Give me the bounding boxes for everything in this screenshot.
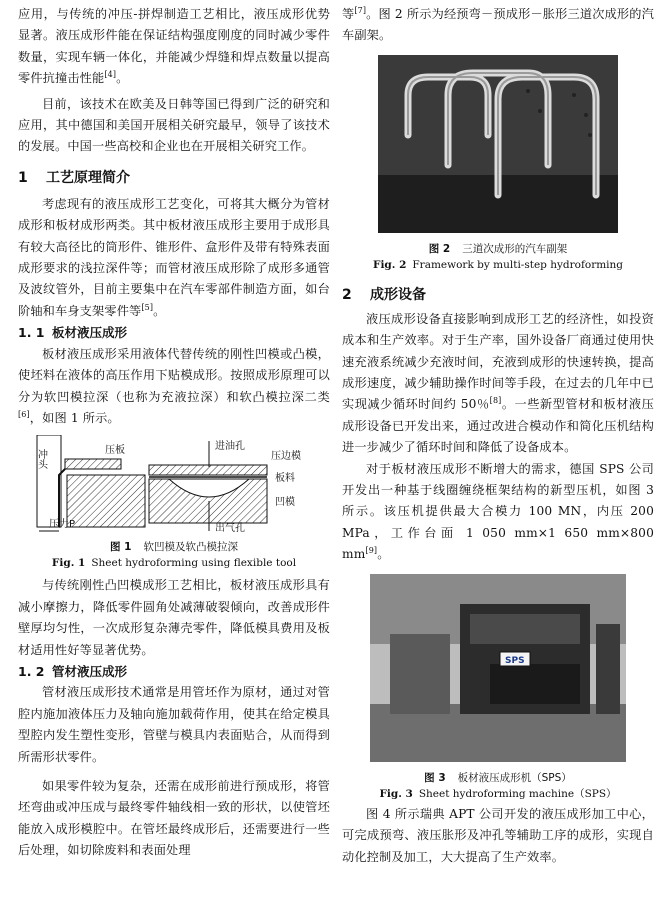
section-heading: 1 工艺原理简介 bbox=[18, 169, 130, 186]
citation: [8] bbox=[489, 396, 502, 406]
section-heading: 2 成形设备 bbox=[342, 286, 426, 303]
citation: [6] bbox=[18, 409, 30, 419]
citation: [7] bbox=[354, 5, 367, 15]
paragraph: 板材液压成形采用液体代替传统的刚性凹模或凸模，使坯料在液体的高压作用下贴模成形。按照成形原理可以分为软凹模拉深（也称为充液拉深）和软凸模拉深二类[6]，如图 1 所示。 bbox=[18, 346, 330, 425]
right-column bbox=[342, 0, 654, 868]
left-column bbox=[18, 0, 330, 862]
blank-plate-label: 压板 bbox=[105, 445, 125, 457]
figure-2-photo bbox=[378, 55, 618, 233]
die-label: 凹模 bbox=[275, 497, 295, 509]
paragraph: 考虑现有的液压成形工艺变化，可将其大概分为管材成形和板材成形两类。其中板材液压成形主要用于成形具有较大高径比的筒形件、锥形件、盒形件及带有特殊表面成形要求的浅拉深件等；而管材液压成形除了成形多通管及波纹管外，目前主要集中在汽车零部件制造方面，如台阶轴和车身支架零件等[5]。 bbox=[18, 196, 330, 318]
paragraph: 如果零件较为复杂，还需在成形前进行预成形，将管坯弯曲或冲压成与最终零件轴线相一致的形状，以使管坯能放入成形模腔中。在管坯最终成形后，还需要进行一些后处理，如切除废料和表面处理 bbox=[18, 778, 330, 858]
subsection-heading: 1. 2 管材液压成形 bbox=[18, 663, 128, 679]
paragraph: 目前，该技术在欧美及日韩等国已得到广泛的研究和应用，其中德国和美国开展相关研究最早，领导了该技术的发展。中国一些高校和企业也在开展相关研究工作。 bbox=[18, 96, 330, 154]
figure-3-photo bbox=[370, 574, 626, 762]
paragraph: 对于板材液压成形不断增大的需求，德国 SPS 公司开发出一种基于线圈缠绕框架结构的新型压机，如图 3 所示。该压机提供最大合模力 100 MN，内压 200 MPa，工作台面 1 050 mm×1 650 mm×800 mm[9]。 bbox=[342, 461, 654, 562]
blank-plate bbox=[65, 459, 121, 469]
paragraph: 等[7]。图 2 所示为经预弯－预成形－胀形三道次成形的汽车副架。 bbox=[342, 5, 654, 43]
air-outlet-label: 出气孔 bbox=[215, 523, 245, 535]
pressure-label: 压力P bbox=[49, 519, 76, 531]
paragraph: 应用，与传统的冲压-拼焊制造工艺相比，液压成形优势显著。液压成形件能在保证结构强度刚度的同时减少零件数量，实现车辆一体化，并能减少焊缝和焊点数量以提高零件抗撞击性能[4]。 bbox=[18, 7, 330, 86]
figure-3-caption-en: Fig. 3 Sheet hydroforming machine（SPS） bbox=[379, 787, 617, 800]
figure-1-diagram bbox=[29, 435, 319, 535]
figure-2-caption: 图 2 三道次成形的汽车副架 bbox=[428, 242, 568, 255]
sheet-label: 板料 bbox=[275, 473, 295, 485]
subsection-heading: 1. 1 板材液压成形 bbox=[18, 325, 128, 341]
figure-1-caption: 图 1 软凹模及软凸模拉深 bbox=[110, 541, 238, 554]
oil-inlet-label: 进油孔 bbox=[215, 441, 245, 453]
paragraph: 管材液压成形技术通常是用管坯作为原材，通过对管腔内施加液体压力及轴向施加载荷作用，使其在给定模具型腔内发生塑性变形，管壁与模具内表面贴合，从而得到所需形状零件。 bbox=[18, 685, 330, 764]
citation: [9] bbox=[365, 546, 378, 556]
citation: [4] bbox=[104, 70, 117, 80]
punch-label: 冲头 bbox=[35, 449, 47, 470]
figure-3-caption: 图 3 板材液压成形机（SPS） bbox=[424, 771, 572, 784]
sps-logo: SPS bbox=[505, 655, 525, 666]
blank-holder bbox=[149, 465, 267, 475]
paragraph: 与传统刚性凸凹模成形工艺相比，板材液压成形具有减小摩擦力，降低零件圆角处减薄破裂倾向，改善成形件壁厚均匀性，一次成形复杂薄壳零件，降低模具费用及板材适用性好等显著优势。 bbox=[18, 578, 330, 657]
figure-2-caption-en: Fig. 2 Framework by multi-step hydroforming bbox=[372, 258, 624, 271]
die-block-left bbox=[67, 475, 145, 527]
citation: [5] bbox=[141, 302, 154, 312]
paragraph: 液压成形设备直接影响到成形工艺的经济性，如投资成本和生产效率。对于生产率，国外设备厂商通过使用快速充液系统减少充液时间，充液到成形的快速转换，提高成形速度，减少辅助操作时间等手段，在过去的几年中已实现减少循环时间约 50％[8]。一些新型管材和板材液压成形设备已开发出来，通过改进合模动作和简化压机结构进一步减少了循环时间和降低了设备成本。 bbox=[342, 311, 654, 455]
figure-1-caption-en: Fig. 1 Sheet hydroforming using flexible tool bbox=[51, 557, 297, 570]
blank-holder-label: 压边模 bbox=[271, 451, 301, 463]
paragraph: 图 4 所示瑞典 APT 公司开发的液压成形加工中心，可完成预弯、液压胀形及冲孔等辅助工序的成形，实现自动化控制及加工，大大提高了生产效率。 bbox=[342, 806, 654, 864]
